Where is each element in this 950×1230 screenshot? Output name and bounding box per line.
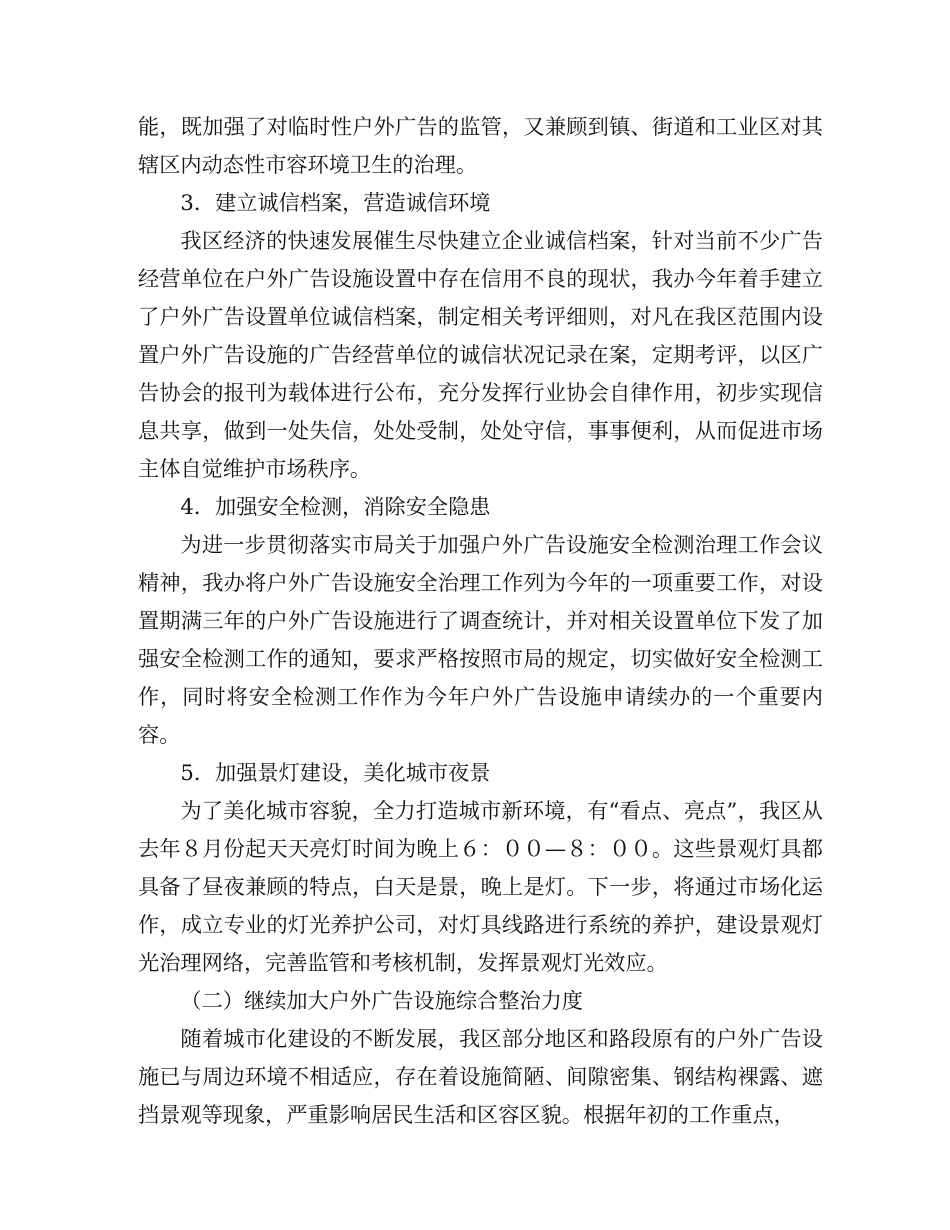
document-body [138, 108, 823, 1134]
paragraph-credit-archive: 我区经济的快速发展催生尽快建立企业诚信档案，针对当前不少广告经营单位在户外广告设施设置中存在信用不良的现状，我办今年着手建立了户外广告设置单位诚信档案，制定相关考评细则，对凡在我区范围内设置户外广告设施的广告经营单位的诚信状况记录在案，定期考评，以区广告协会的报刊为载体进行公布，充分发挥行业协会自律作用，初步实现信息共享，做到一处失信，处处受制，处处守信，事事便利，从而促进市场主体自觉维护市场秩序。 [138, 228, 823, 481]
paragraph-outdoor-ad-rectification: 随着城市化建设的不断发展，我区部分地区和路段原有的户外广告设施已与周边环境不相适应，存在着设施简陋、间隙密集、钢结构裸露、遮挡景观等现象，严重影响居民生活和区容区貌。根据年初的工作重点， [138, 1026, 823, 1127]
paragraph-landscape-lighting: 为了美化城市容貌，全力打造城市新环境，有“看点、亮点”，我区从去年８月份起天天亮灯时间为晚上６：００—８：００。这些景观灯具都具备了昼夜兼顾的特点，白天是景，晚上是灯。下一步，将通过市场化运作，成立专业的灯光养护公司，对灯具线路进行系统的养护，建设景观灯光治理网络，完善监管和考核机制，发挥景观灯光效应。 [138, 798, 823, 975]
paragraph-safety-inspection: 为进一步贯彻落实市局关于加强户外广告设施安全检测治理工作会议精神，我办将户外广告设施安全治理工作列为今年的一项重要工作，对设置期满三年的户外广告设施进行了调查统计，并对相关设置单位下发了加强安全检测工作的通知，要求严格按照市局的规定，切实做好安全检测工作，同时将安全检测工作作为今年户外广告设施申请续办的一个重要内容。 [138, 532, 823, 747]
section-heading-credit-archive: 3．建立诚信档案，营造诚信环境 [180, 190, 491, 215]
section-heading-safety-inspection: 4．加强安全检测，消除安全隐患 [180, 494, 491, 519]
section-heading-outdoor-ad-rectification: （二）继续加大户外广告设施综合整治力度 [180, 988, 583, 1013]
paragraph-continuation: 能，既加强了对临时性户外广告的监管，又兼顾到镇、街道和工业区对其辖区内动态性市容环境卫生的治理。 [138, 114, 823, 177]
section-heading-landscape-lighting: 5．加强景灯建设，美化城市夜景 [180, 760, 491, 785]
